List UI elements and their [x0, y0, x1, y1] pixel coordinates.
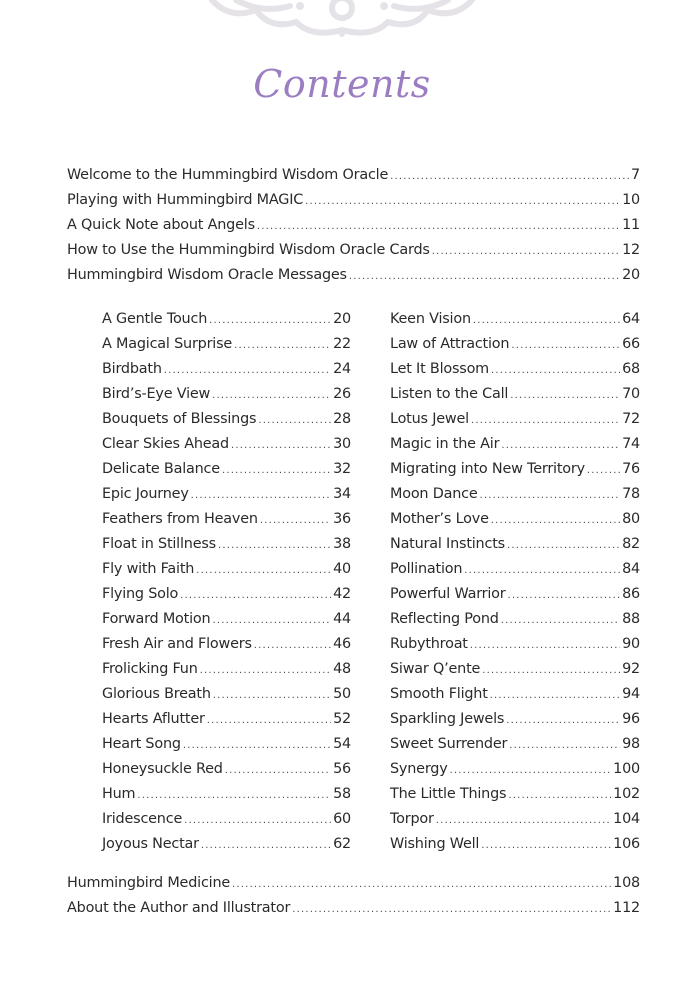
dot-leader — [231, 433, 331, 458]
toc-entry — [102, 457, 351, 482]
toc-entry-label: Hearts Aflutter — [102, 711, 205, 727]
toc-end-list — [67, 871, 640, 921]
toc-entry-label: Pollination — [390, 561, 463, 577]
toc-entry-label: Sweet Surrender — [390, 736, 508, 752]
toc-entry-page: 74 — [622, 436, 640, 452]
toc-entry-page: 112 — [613, 900, 640, 916]
dot-leader — [587, 458, 620, 483]
dot-leader — [471, 408, 620, 433]
toc-entry-page: 68 — [622, 361, 640, 377]
dot-leader — [501, 433, 620, 458]
toc-main-list — [67, 163, 640, 288]
toc-entry — [390, 332, 640, 357]
toc-entry — [102, 532, 351, 557]
dot-leader — [509, 733, 620, 758]
toc-entry-label: Hummingbird Medicine — [67, 875, 231, 891]
toc-entry-label: Flying Solo — [102, 586, 179, 602]
toc-entry-page: 80 — [622, 511, 640, 527]
dot-leader — [292, 897, 611, 922]
page-title: Contents — [253, 62, 431, 106]
toc-entry-label: Birdbath — [102, 361, 162, 377]
toc-entry-page: 90 — [622, 636, 640, 652]
dot-leader — [470, 633, 620, 658]
toc-entry-label: A Quick Note about Angels — [67, 217, 255, 233]
toc-entry-page: 66 — [622, 336, 640, 352]
toc-entry — [67, 238, 640, 263]
toc-entry-page: 11 — [622, 217, 640, 233]
toc-entry-page: 72 — [622, 411, 640, 427]
toc-entry-label: Hum — [102, 786, 136, 802]
toc-entry — [102, 757, 351, 782]
toc-entry-label: A Gentle Touch — [102, 311, 208, 327]
toc-entry — [67, 263, 640, 288]
toc-entry-page: 84 — [622, 561, 640, 577]
toc-entry — [102, 382, 351, 407]
toc-entry — [390, 682, 640, 707]
toc-entry-label: Migrating into New Territory — [390, 461, 585, 477]
toc-entry-page: 96 — [622, 711, 640, 727]
toc-entry-label: A Magical Surprise — [102, 336, 233, 352]
toc-entry-label: Joyous Nectar — [102, 836, 199, 852]
toc-entry-page: 50 — [333, 686, 351, 702]
toc-entry-page: 94 — [622, 686, 640, 702]
toc-entry — [102, 682, 351, 707]
toc-entry-page: 20 — [333, 311, 351, 327]
toc-entry — [67, 163, 640, 188]
dot-leader — [200, 658, 331, 683]
toc-entry-label: Feathers from Heaven — [102, 511, 258, 527]
toc-entry — [102, 782, 351, 807]
toc-entry-label: Law of Attraction — [390, 336, 510, 352]
dot-leader — [209, 308, 331, 333]
toc-entry — [390, 407, 640, 432]
dot-leader — [258, 408, 331, 433]
toc-entry-page: 36 — [333, 511, 351, 527]
toc-entry-label: How to Use the Hummingbird Wisdom Oracle Cards — [67, 242, 430, 258]
toc-entry — [102, 357, 351, 382]
dot-leader — [501, 608, 620, 633]
toc-entry-page: 22 — [333, 336, 351, 352]
toc-entry-page: 42 — [333, 586, 351, 602]
dot-leader — [436, 808, 611, 833]
dot-leader — [213, 683, 331, 708]
toc-entry — [102, 332, 351, 357]
toc-entry — [102, 432, 351, 457]
dot-leader — [222, 458, 331, 483]
toc-entry-page: 30 — [333, 436, 351, 452]
dot-leader — [212, 608, 331, 633]
toc-entry-label: Welcome to the Hummingbird Wisdom Oracle — [67, 167, 389, 183]
toc-entry-label: Smooth Flight — [390, 686, 488, 702]
dot-leader — [184, 808, 331, 833]
toc-entry-page: 34 — [333, 486, 351, 502]
dot-leader — [482, 658, 620, 683]
dot-leader — [510, 383, 620, 408]
dot-leader — [305, 189, 620, 214]
toc-entry — [67, 871, 640, 896]
dot-leader — [234, 333, 331, 358]
toc-entry-label: Clear Skies Ahead — [102, 436, 229, 452]
toc-entry-label: Sparkling Jewels — [390, 711, 505, 727]
toc-entry — [67, 213, 640, 238]
toc-entry-page: 64 — [622, 311, 640, 327]
toc-entry-label: Fly with Faith — [102, 561, 195, 577]
toc-entry-label: Let It Blossom — [390, 361, 489, 377]
toc-entry — [102, 832, 351, 857]
toc-entry-label: Glorious Breath — [102, 686, 211, 702]
toc-entry — [390, 532, 640, 557]
toc-entry-label: About the Author and Illustrator — [67, 900, 291, 916]
toc-entry-label: Listen to the Call — [390, 386, 509, 402]
toc-entry — [390, 607, 640, 632]
dot-leader — [491, 358, 620, 383]
toc-entry-page: 54 — [333, 736, 351, 752]
toc-entry-label: Synergy — [390, 761, 448, 777]
toc-entry-label: Magic in the Air — [390, 436, 500, 452]
toc-entry-page: 58 — [333, 786, 351, 802]
toc-entry-label: Bouquets of Blessings — [102, 411, 257, 427]
dot-leader — [473, 308, 620, 333]
toc-entry-page: 10 — [622, 192, 640, 208]
toc-entry-page: 108 — [613, 875, 640, 891]
toc-entry — [102, 607, 351, 632]
toc-entry-page: 12 — [622, 242, 640, 258]
toc-entry — [102, 732, 351, 757]
toc-entry — [390, 707, 640, 732]
toc-entry-label: The Little Things — [390, 786, 507, 802]
toc-entry — [102, 657, 351, 682]
toc-entry — [102, 557, 351, 582]
toc-entry-label: Siwar Q’ente — [390, 661, 481, 677]
toc-entry — [390, 782, 640, 807]
dot-leader — [450, 758, 612, 783]
toc-entry — [102, 482, 351, 507]
dot-leader — [349, 264, 620, 289]
toc-entry-page: 7 — [631, 167, 640, 183]
toc-entry — [390, 582, 640, 607]
toc-entry-label: Torpor — [390, 811, 434, 827]
dot-leader — [196, 558, 331, 583]
toc-entry-page: 92 — [622, 661, 640, 677]
toc-entry-label: Bird’s-Eye View — [102, 386, 211, 402]
toc-entry-page: 100 — [613, 761, 640, 777]
dot-leader — [508, 783, 611, 808]
toc-entry-page: 52 — [333, 711, 351, 727]
toc-entry — [390, 432, 640, 457]
toc-entry — [390, 832, 640, 857]
dot-leader — [183, 733, 331, 758]
toc-entry-label: Epic Journey — [102, 486, 189, 502]
toc-entry-page: 82 — [622, 536, 640, 552]
toc-entry — [67, 896, 640, 921]
toc-entry-page: 44 — [333, 611, 351, 627]
toc-entry — [390, 357, 640, 382]
toc-entry-page: 78 — [622, 486, 640, 502]
dot-leader — [507, 533, 620, 558]
toc-entry — [390, 807, 640, 832]
toc-entry-page: 20 — [622, 267, 640, 283]
dot-leader — [207, 708, 331, 733]
dot-leader — [257, 214, 620, 239]
dot-leader — [432, 239, 620, 264]
toc-entry-label: Natural Instincts — [390, 536, 505, 552]
toc-entry-label: Mother’s Love — [390, 511, 489, 527]
toc-entry — [390, 507, 640, 532]
toc-entry-label: Honeysuckle Red — [102, 761, 223, 777]
toc-cards-right-column — [390, 307, 640, 857]
dot-leader — [481, 833, 611, 858]
toc-entry — [390, 557, 640, 582]
toc-entry-page: 56 — [333, 761, 351, 777]
toc-entry-label: Iridescence — [102, 811, 183, 827]
dot-leader — [480, 483, 621, 508]
toc-entry-label: Fresh Air and Flowers — [102, 636, 252, 652]
toc-entry-page: 70 — [622, 386, 640, 402]
toc-entry — [390, 732, 640, 757]
dot-leader — [260, 508, 331, 533]
toc-entry-page: 32 — [333, 461, 351, 477]
toc-entry-page: 48 — [333, 661, 351, 677]
toc-entry-page: 88 — [622, 611, 640, 627]
toc-entry — [102, 307, 351, 332]
toc-entry-label: Forward Motion — [102, 611, 211, 627]
dot-leader — [212, 383, 331, 408]
toc-entry-label: Rubythroat — [390, 636, 468, 652]
toc-entry-label: Reflecting Pond — [390, 611, 499, 627]
toc-entry — [102, 632, 351, 657]
dot-leader — [508, 583, 621, 608]
toc-entry — [390, 307, 640, 332]
toc-entry-label: Hummingbird Wisdom Oracle Messages — [67, 267, 347, 283]
toc-entry-page: 76 — [622, 461, 640, 477]
toc-entry-label: Frolicking Fun — [102, 661, 198, 677]
dot-leader — [201, 833, 331, 858]
toc-entry-page: 38 — [333, 536, 351, 552]
toc-entry — [102, 707, 351, 732]
toc-entry-label: Float in Stillness — [102, 536, 216, 552]
toc-entry-page: 24 — [333, 361, 351, 377]
toc-cards-left-column — [102, 307, 351, 857]
dot-leader — [137, 783, 331, 808]
toc-entry-page: 62 — [333, 836, 351, 852]
toc-entry-page: 106 — [613, 836, 640, 852]
mandala-ornament — [0, 0, 684, 40]
dot-leader — [490, 683, 620, 708]
toc-entry — [390, 657, 640, 682]
toc-entry-page: 40 — [333, 561, 351, 577]
toc-entry — [390, 757, 640, 782]
dot-leader — [464, 558, 620, 583]
toc-entry — [390, 482, 640, 507]
toc-entry — [390, 632, 640, 657]
toc-entry — [390, 457, 640, 482]
toc-entry-page: 28 — [333, 411, 351, 427]
toc-entry-label: Moon Dance — [390, 486, 478, 502]
toc-entry-page: 86 — [622, 586, 640, 602]
toc-entry-label: Wishing Well — [390, 836, 480, 852]
dot-leader — [491, 508, 620, 533]
toc-entry-page: 46 — [333, 636, 351, 652]
toc-entry — [390, 382, 640, 407]
dot-leader — [225, 758, 331, 783]
dot-leader — [511, 333, 620, 358]
toc-entry — [102, 807, 351, 832]
dot-leader — [191, 483, 331, 508]
dot-leader — [164, 358, 331, 383]
toc-entry — [102, 507, 351, 532]
toc-entry-page: 98 — [622, 736, 640, 752]
dot-leader — [180, 583, 331, 608]
dot-leader — [506, 708, 620, 733]
toc-entry-label: Keen Vision — [390, 311, 471, 327]
toc-entry — [67, 188, 640, 213]
toc-entry — [102, 582, 351, 607]
toc-entry-label: Heart Song — [102, 736, 181, 752]
toc-entry-page: 104 — [613, 811, 640, 827]
dot-leader — [232, 872, 611, 897]
toc-entry-label: Powerful Warrior — [390, 586, 506, 602]
toc-entry-label: Delicate Balance — [102, 461, 220, 477]
toc-entry — [102, 407, 351, 432]
dot-leader — [218, 533, 331, 558]
dot-leader — [390, 164, 629, 189]
toc-entry-page: 102 — [613, 786, 640, 802]
toc-entry-page: 26 — [333, 386, 351, 402]
toc-entry-page: 60 — [333, 811, 351, 827]
toc-entry-label: Lotus Jewel — [390, 411, 469, 427]
dot-leader — [254, 633, 331, 658]
toc-entry-label: Playing with Hummingbird MAGIC — [67, 192, 304, 208]
